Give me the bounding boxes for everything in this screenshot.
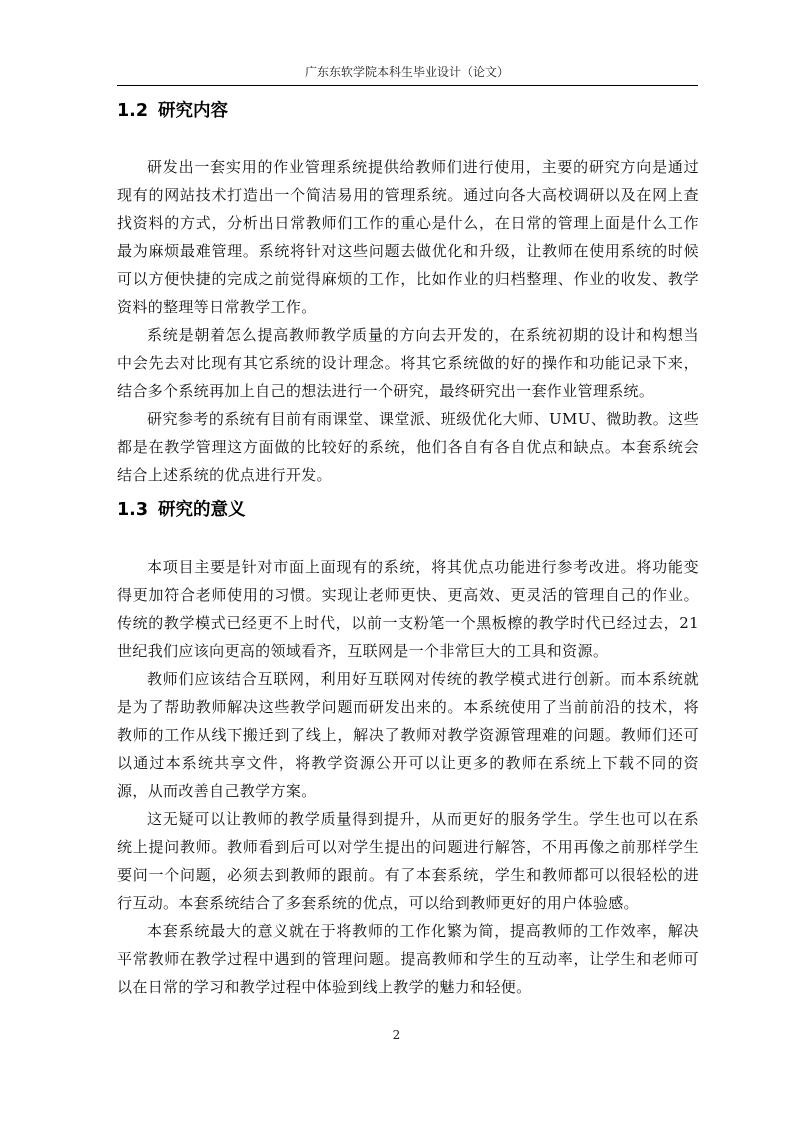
section-heading — [117, 498, 699, 522]
section-1-3 — [117, 498, 699, 1001]
section-body — [117, 553, 699, 1001]
section-number: 1.2 — [117, 101, 149, 121]
paragraph: 教师们应该结合互联网，利用好互联网对传统的教学模式进行创新。而本系统就是为了帮助教师解决这些教学问题而研发出来的。本系统使用了当前前沿的技术，将教师的工作从线下搬迁到了线上，解决了教师对教学资源管理难的问题。教师们还可以通过本系统共享文件，将教学资源公开可以让更多的教师在系统上下载不同的资源，从而改善自己教学方案。 — [117, 670, 699, 800]
running-header: 广东东软学院本科生毕业设计（论文） — [304, 65, 509, 79]
section-1-2 — [117, 99, 699, 489]
section-heading — [117, 99, 699, 123]
paragraph: 这无疑可以让教师的教学质量得到提升，从而更好的服务学生。学生也可以在系统上提问教师。教师看到后可以对学生提出的问题进行解答，不用再像之前那样学生要问一个问题，必须去到教师的跟前。有了本套系统，学生和教师都可以很轻松的进行互动。本套系统结合了多套系统的优点，可以给到教师更好的用户体验感。 — [117, 810, 699, 912]
paragraph: 研发出一套实用的作业管理系统提供给教师们进行使用，主要的研究方向是通过现有的网站技术打造出一个简洁易用的管理系统。通过向各大高校调研以及在网上查找资料的方式，分析出日常教师们工作的重心是什么，在日常的管理上面是什么工作最为麻烦最难管理。系统将针对这些问题去做优化和升级，让教师在使用系统的时候可以方便快捷的完成之前觉得麻烦的工作，比如作业的归档整理、作业的收发、教学资料的整理等日常教学工作。 — [117, 158, 699, 316]
paragraph: 系统是朝着怎么提高教师教学质量的方向去开发的，在系统初期的设计和构想当中会先去对比现有其它系统的设计理念。将其它系统做的好的操作和功能记录下来，结合多个系统再加上自己的想法进行一个研究，最终研究出一套作业管理系统。 — [117, 326, 699, 400]
section-title-text: 研究的意义 — [158, 500, 246, 520]
header-rule — [117, 85, 698, 86]
paragraph: 研究参考的系统有目前有雨课堂、课堂派、班级优化大师、UMU、微助教。这些都是在教学管理这方面做的比较好的系统，他们各自有各自优点和缺点。本套系统会结合上述系统的优点进行开发。 — [117, 410, 699, 484]
section-body — [117, 153, 699, 489]
paragraph: 本套系统最大的意义就在于将教师的工作化繁为简，提高教师的工作效率，解决平常教师在教学过程中遇到的管理问题。提高教师和学生的互动率，让学生和老师可以在日常的学习和教学过程中体验到线上教学的魅力和轻便。 — [117, 922, 699, 996]
paragraph: 本项目主要是针对市面上面现有的系统，将其优点功能进行参考改进。将功能变得更加符合老师使用的习惯。实现让老师更快、更高效、更灵活的管理自己的作业。传统的教学模式已经更不上时代，以前一支粉笔一个黑板檫的教学时代已经过去，21 世纪我们应该向更高的领域看齐，互联网是一个非常巨大的工具和资源。 — [117, 558, 699, 660]
section-number: 1.3 — [117, 500, 149, 520]
section-title-text: 研究内容 — [158, 101, 229, 121]
page-number: 2 — [392, 1028, 401, 1042]
